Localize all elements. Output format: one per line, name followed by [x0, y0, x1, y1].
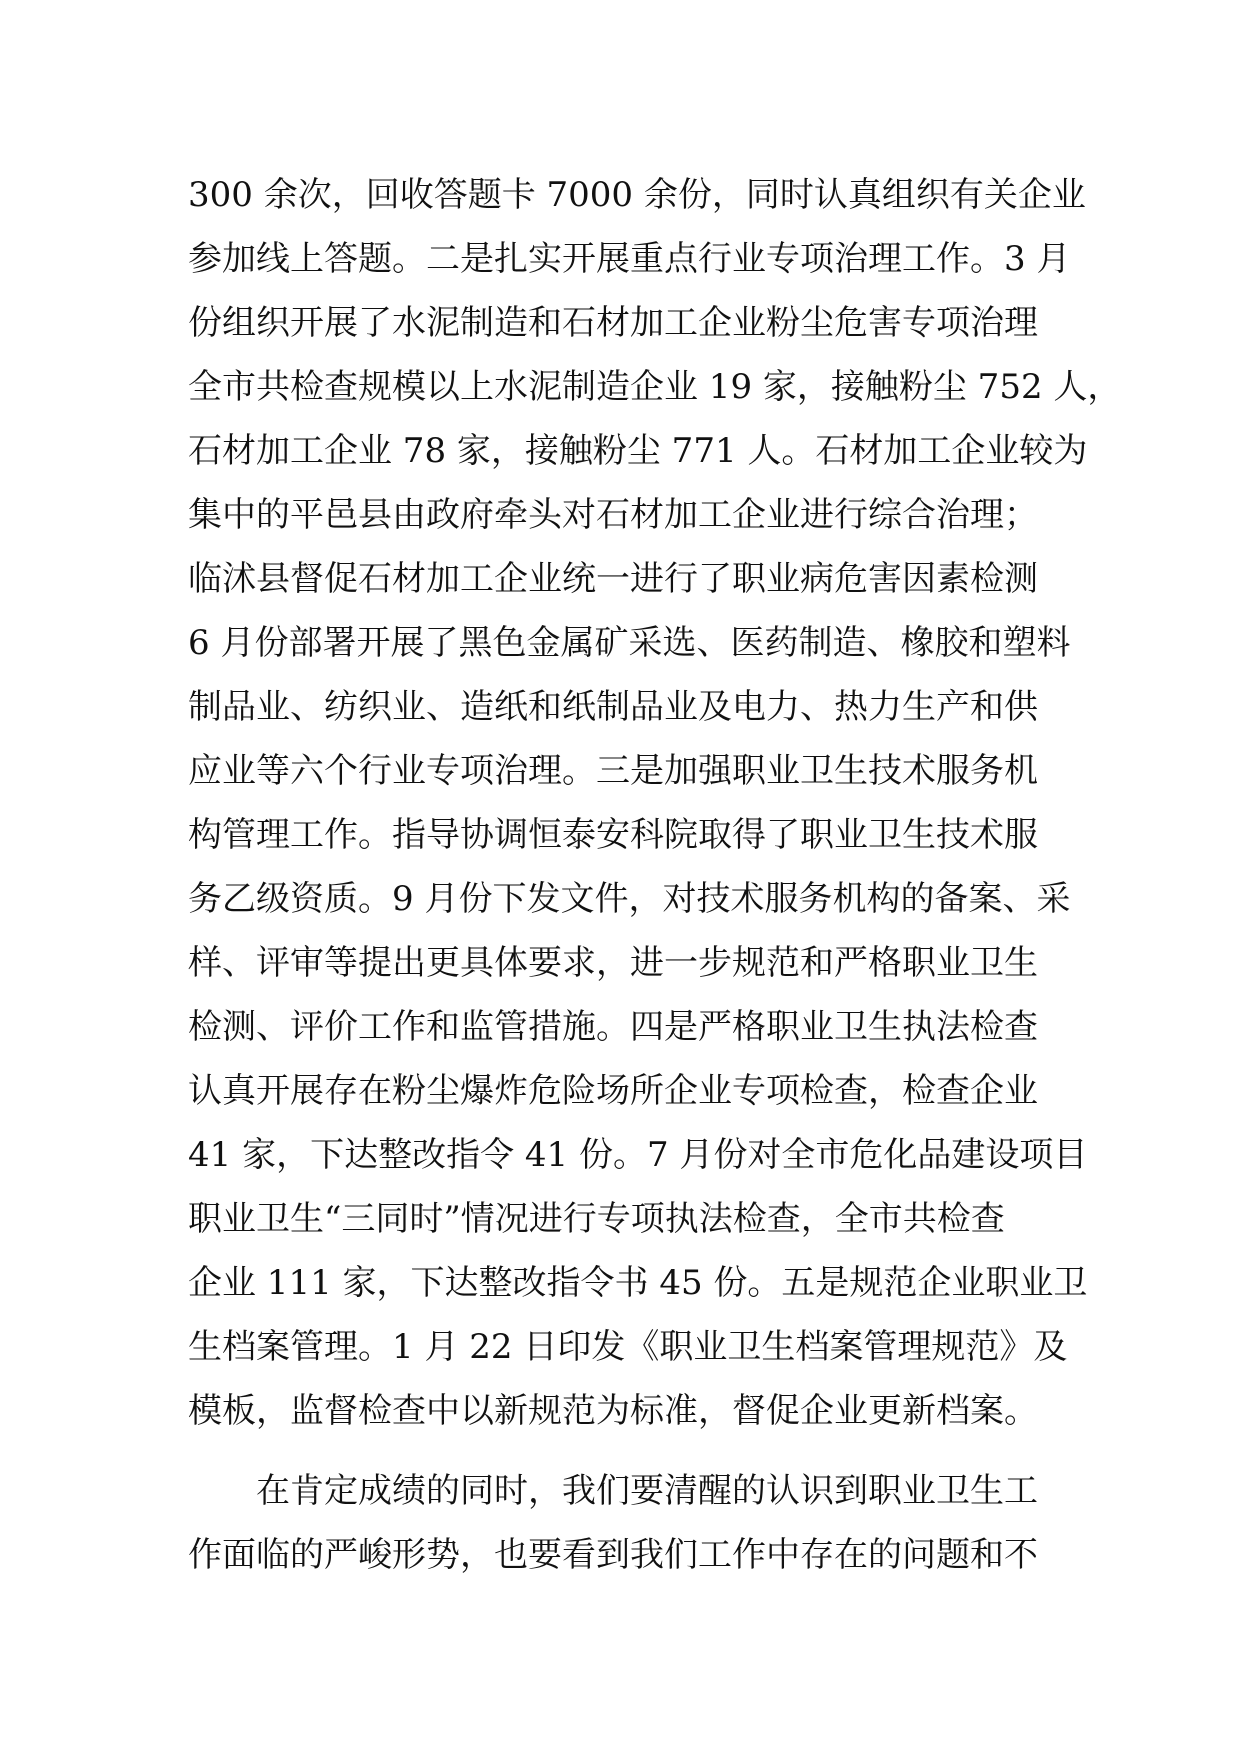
text-line: 在肯定成绩的同时，我们要清醒的认识到职业卫生工 [256, 1471, 1038, 1511]
text-line: 41 家，下达整改指令 41 份。7 月份对全市危化品建设项目 [188, 1135, 1088, 1175]
text-line: 作面临的严峻形势，也要看到我们工作中存在的问题和不 [188, 1535, 1038, 1575]
paragraph-1 [188, 163, 1122, 1443]
text-line: 务乙级资质。9 月份下发文件，对技术服务机构的备案、采 [188, 879, 1071, 919]
paragraph-2 [188, 1459, 1088, 1587]
text-line: 制品业、纺织业、造纸和纸制品业及电力、热力生产和供 [188, 687, 1038, 727]
paragraph-gap [188, 1443, 1088, 1459]
text-line: 检测、评价工作和监管措施。四是严格职业卫生执法检查 [188, 1007, 1038, 1047]
text-line: 应业等六个行业专项治理。三是加强职业卫生技术服务机 [188, 751, 1038, 791]
text-line: 职业卫生“三同时”情况进行专项执法检查，全市共检查 [188, 1199, 1005, 1239]
text-line: 全市共检查规模以上水泥制造企业 19 家，接触粉尘 752 人， [188, 367, 1122, 407]
text-line: 临沭县督促石材加工企业统一进行了职业病危害因素检测 [188, 559, 1038, 599]
text-line: 参加线上答题。二是扎实开展重点行业专项治理工作。3 月 [188, 239, 1071, 279]
text-line: 集中的平邑县由政府牵头对石材加工企业进行综合治理； [188, 495, 1038, 535]
text-line: 生档案管理。1 月 22 日印发《职业卫生档案管理规范》及 [188, 1327, 1068, 1367]
text-line: 300 余次，回收答题卡 7000 余份，同时认真组织有关企业 [188, 175, 1086, 215]
text-line: 企业 111 家，下达整改指令书 45 份。五是规范企业职业卫 [188, 1263, 1088, 1303]
text-line: 构管理工作。指导协调恒泰安科院取得了职业卫生技术服 [188, 815, 1038, 855]
text-line: 份组织开展了水泥制造和石材加工企业粉尘危害专项治理 [188, 303, 1038, 343]
text-line: 6 月份部署开展了黑色金属矿采选、医药制造、橡胶和塑料 [188, 623, 1071, 663]
document-body [188, 163, 1122, 1587]
text-line: 模板，监督检查中以新规范为标准，督促企业更新档案。 [188, 1391, 1038, 1431]
text-line: 认真开展存在粉尘爆炸危险场所企业专项检查，检查企业 [188, 1071, 1038, 1111]
text-line: 样、评审等提出更具体要求，进一步规范和严格职业卫生 [188, 943, 1038, 983]
text-line: 石材加工企业 78 家，接触粉尘 771 人。石材加工企业较为 [188, 431, 1088, 471]
